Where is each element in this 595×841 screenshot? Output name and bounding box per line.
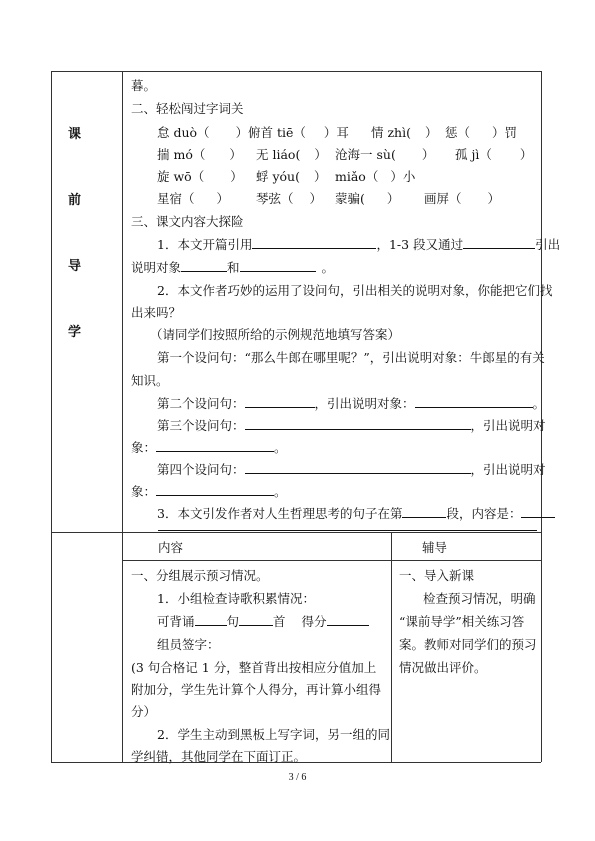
vocab-item: 琴弦（ ） (256, 191, 323, 206)
table-divider-columns (391, 532, 392, 762)
fill-blank[interactable] (245, 396, 315, 408)
fill-blank[interactable] (156, 440, 274, 452)
vocab-item: 俯首 tiē（ ）耳 (248, 125, 349, 140)
table-divider-header (51, 532, 541, 533)
vocab-item: 蒙骗( ） (335, 191, 400, 206)
vocab-item: 星宿（ ） (157, 191, 230, 206)
header-content: 内容 (158, 540, 184, 555)
fill-blank[interactable] (156, 484, 274, 496)
vocab-item: 沧海一 sù( ） (335, 147, 435, 162)
guide-line: 检查预习情况，明确 (423, 591, 536, 606)
side-label-char: 导 (68, 259, 82, 274)
fill-blank[interactable] (327, 614, 369, 626)
page-number: 3 / 6 (288, 772, 307, 783)
fill-blank[interactable] (415, 396, 533, 408)
guide-line: 情况做出评价。 (399, 660, 487, 675)
example-line: 第一个设问句：“那么牛郎在哪里呢？”，引出说明对象：牛郎星的有关 (157, 350, 545, 365)
guide-line: “课前导学”相关练习答 (399, 614, 525, 629)
fill-blank[interactable] (181, 260, 227, 272)
table-divider-label (122, 71, 123, 762)
fill-blank[interactable] (239, 614, 273, 626)
question-2-item-4: 第四个设问句： ，引出说明对 (157, 462, 546, 477)
question-2-hint: （请同学们按照所给的示例规范地填写答案） (150, 327, 401, 342)
example-line-cont: 知识。 (131, 373, 169, 388)
vocab-item: 揣 mó（ ） (157, 147, 242, 162)
vocab-item: miǎo（ ）小 (335, 169, 416, 184)
content-line: 学纠错，其他同学在下面订正。 (131, 749, 307, 764)
content-line: 分） (131, 704, 157, 719)
vocab-item: 无 liáo( ） (256, 147, 327, 162)
question-3: 3．本文引发作者对人生哲理思考的句子在第 段，内容是： (157, 506, 555, 522)
table-border-right (541, 71, 542, 762)
vocab-item: 蜉 yóu( ） (256, 169, 327, 184)
fill-blank[interactable] (240, 260, 316, 272)
side-label-char: 前 (68, 193, 82, 208)
guide-line: 案。教师对同学们的预习 (399, 637, 537, 652)
question-2-item-2: 第二个设问句： ，引出说明对象： 。 (157, 396, 546, 411)
question-1: 1．本文开篇引用 ，1-3 段又通过 引出 (157, 237, 561, 252)
content-line: 一、分组展示预习情况。 (131, 568, 269, 583)
section-2-title: 二、轻松闯过字词关 (131, 101, 244, 116)
question-2-cont: 出来吗？ (131, 305, 182, 320)
content-line: (3 句合格记 1 分，整首背出按相应分值加上 (131, 660, 377, 675)
prev-section-end: 暮。 (131, 78, 157, 93)
header-guide: 辅导 (422, 540, 448, 555)
question-2-item-3-cont: 象： 。 (131, 440, 287, 455)
content-line: 附加分，学生先计算个人得分，再计算小组得 (131, 682, 382, 697)
vocab-item: 画屏（ ） (424, 191, 501, 206)
vocab-item: 怠 duò（ ） (157, 125, 249, 140)
question-2-item-3: 第三个设问句： ，引出说明对 (157, 418, 546, 433)
vocab-item: 旋 wō（ ） (157, 169, 243, 184)
vocab-item: 孤 jì（ ） (455, 147, 533, 162)
table-divider-body (122, 560, 541, 561)
table-border-left (51, 71, 52, 762)
fill-blank[interactable] (521, 506, 555, 518)
section-3-title: 三、课文内容大探险 (131, 214, 244, 229)
fill-blank[interactable] (195, 614, 227, 626)
content-line: 2．学生主动到黑板上写字词，另一组的同 (157, 727, 390, 742)
fill-blank[interactable] (463, 237, 535, 249)
question-2: 2．本文作者巧妙的运用了设问句，引出相关的说明对象，你能把它们找 (157, 283, 553, 298)
vocab-item: 情 zhì( ） (371, 125, 438, 140)
content-line: 组员签字： (157, 637, 220, 652)
guide-line: 一、导入新课 (399, 568, 475, 583)
table-border-top (51, 71, 541, 72)
fill-blank[interactable] (402, 506, 446, 518)
content-line: 1．小组检查诗歌积累情况： (157, 591, 315, 606)
content-line: 可背诵 句 首 得分 (157, 614, 369, 630)
answer-line[interactable] (158, 530, 537, 531)
vocab-item: 惩（ ）罚 (445, 125, 518, 140)
side-label-char: 学 (68, 325, 82, 340)
fill-blank[interactable] (245, 462, 471, 474)
fill-blank[interactable] (252, 237, 376, 249)
fill-blank[interactable] (245, 418, 471, 430)
question-2-item-4-cont: 象： 。 (131, 484, 287, 499)
question-1-cont: 说明对象 和 。 (131, 260, 335, 275)
side-label-char: 课 (68, 127, 82, 142)
